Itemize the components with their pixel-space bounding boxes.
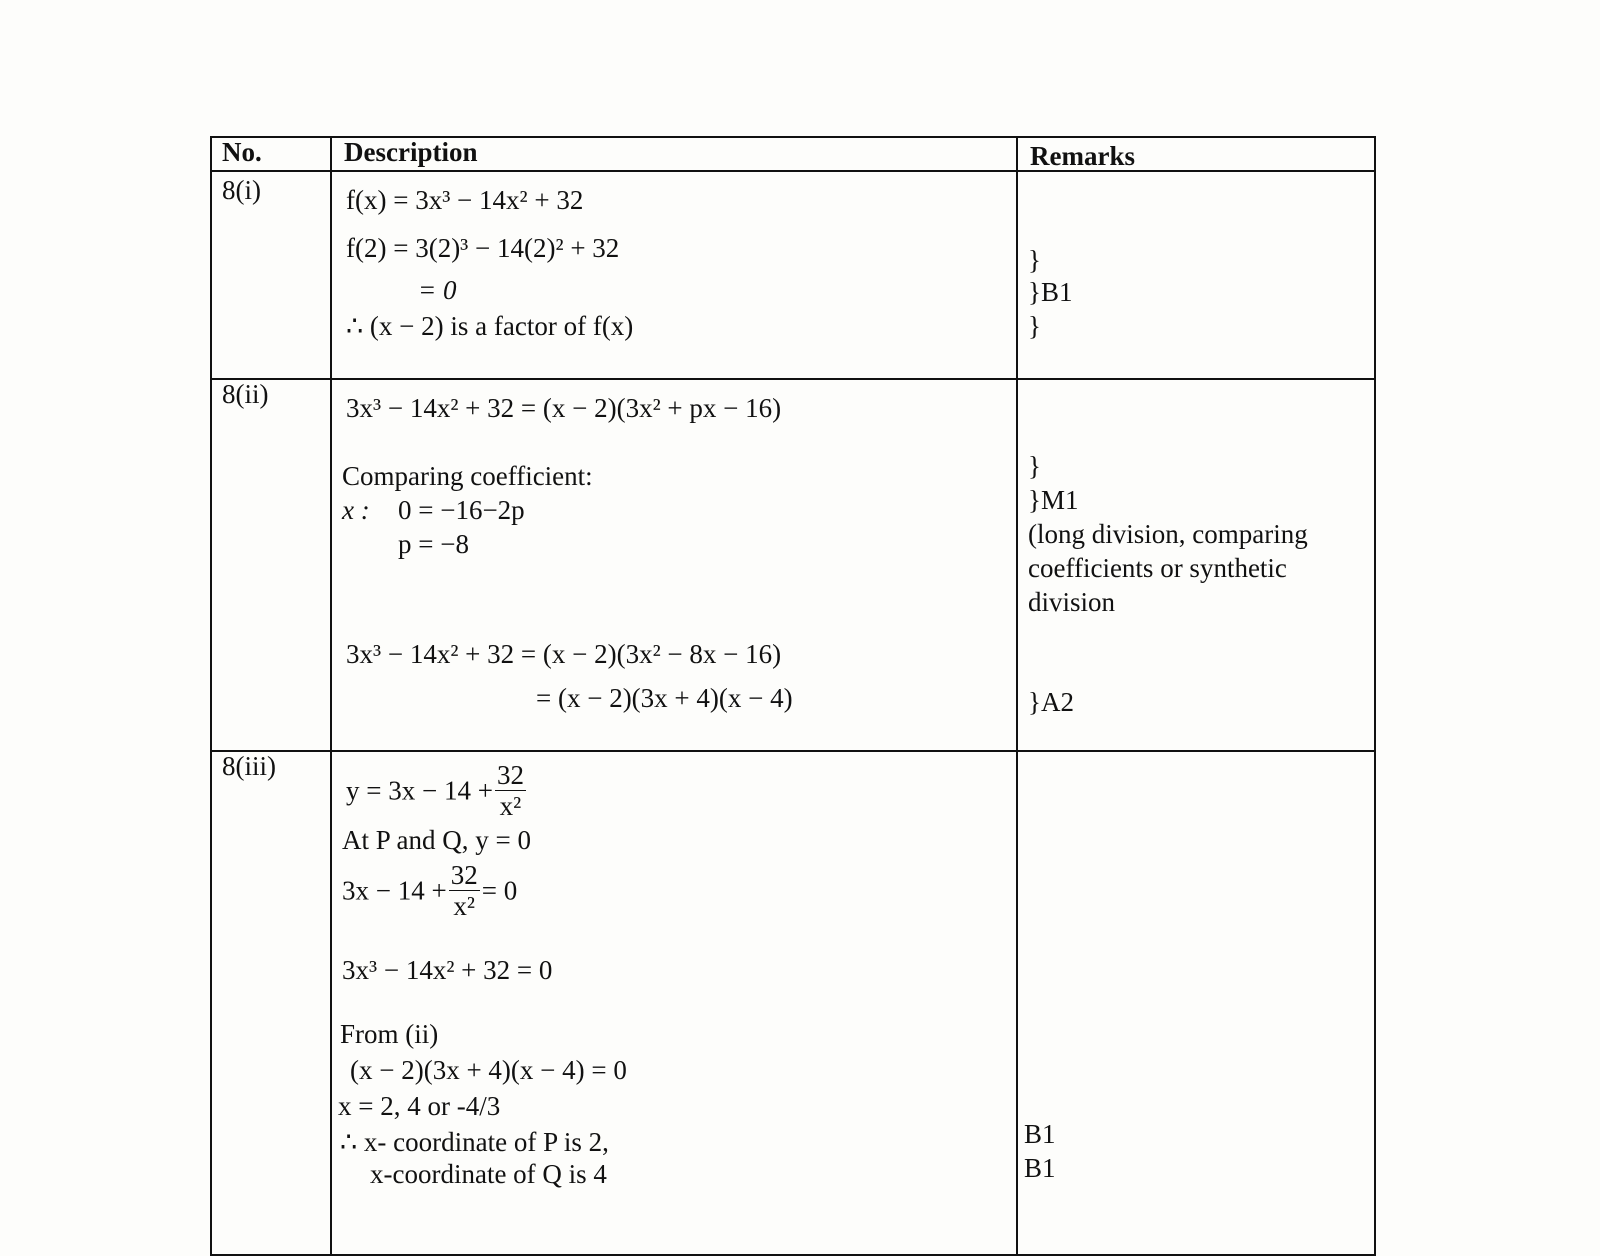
equation-line — [346, 760, 528, 821]
variable-label: x : — [342, 495, 370, 525]
row-divider — [212, 170, 1374, 172]
remark-mark: B1 — [1024, 1153, 1056, 1183]
remark-mark: }B1 — [1028, 277, 1073, 307]
remark-line: (long division, comparing — [1028, 519, 1308, 549]
remark-line: } — [1028, 311, 1041, 341]
statement-line: ∴ (x − 2) is a factor of f(x) — [346, 311, 634, 341]
fraction-numerator: 32 — [450, 860, 478, 890]
statement-line: ∴ x- coordinate of P is 2, — [340, 1127, 609, 1157]
column-divider — [1016, 138, 1018, 1254]
row-divider — [212, 378, 1374, 380]
equation-line: 3x³ − 14x² + 32 = (x − 2)(3x² − 8x − 16) — [346, 639, 782, 669]
equation-line: (x − 2)(3x + 4)(x − 4) = 0 — [350, 1055, 627, 1085]
remark-line: division — [1028, 587, 1116, 617]
fraction — [495, 760, 526, 821]
remark-line: } — [1028, 451, 1041, 481]
equation-line: x = 2, 4 or -4/3 — [338, 1091, 501, 1121]
statement-line: At P and Q, y = 0 — [342, 825, 531, 855]
row-number: 8(i) — [222, 175, 261, 205]
equation-line: = 0 — [418, 275, 457, 305]
remark-mark: }A2 — [1028, 687, 1074, 717]
row-divider — [212, 750, 1374, 752]
statement-line: Comparing coefficient: — [342, 461, 593, 491]
equation-line: = (x − 2)(3x + 4)(x − 4) — [536, 683, 793, 713]
remark-mark: }M1 — [1028, 485, 1079, 515]
equation-text: 3x − 14 + — [342, 875, 447, 906]
column-divider — [330, 138, 332, 1254]
equation-line: 3x³ − 14x² + 32 = (x − 2)(3x² + px − 16) — [346, 393, 782, 423]
equation-line: 3x³ − 14x² + 32 = 0 — [342, 955, 553, 985]
row-number: 8(iii) — [222, 751, 276, 781]
equation-text: y = 3x − 14 + — [346, 775, 493, 806]
header-description: Description — [344, 137, 478, 167]
header-remarks: Remarks — [1030, 141, 1135, 171]
equation-text: = 0 — [481, 875, 518, 906]
row-number: 8(ii) — [222, 379, 269, 409]
equation-line: f(x) = 3x³ − 14x² + 32 — [346, 185, 584, 215]
remark-line: } — [1028, 245, 1041, 275]
statement-line: From (ii) — [340, 1019, 439, 1049]
fraction — [449, 860, 480, 921]
equation-line — [342, 860, 517, 921]
equation-line: p = −8 — [398, 529, 469, 559]
equation-line: 0 = −16−2p — [398, 495, 525, 525]
marking-scheme-table — [210, 136, 1376, 1256]
header-no: No. — [222, 137, 262, 167]
remark-mark: B1 — [1024, 1119, 1056, 1149]
equation-line: f(2) = 3(2)³ − 14(2)² + 32 — [346, 233, 620, 263]
statement-line: x-coordinate of Q is 4 — [370, 1159, 607, 1189]
remark-line: coefficients or synthetic — [1028, 553, 1287, 583]
fraction-denominator: x² — [499, 791, 522, 821]
fraction-numerator: 32 — [496, 760, 524, 790]
fraction-denominator: x² — [453, 891, 476, 921]
